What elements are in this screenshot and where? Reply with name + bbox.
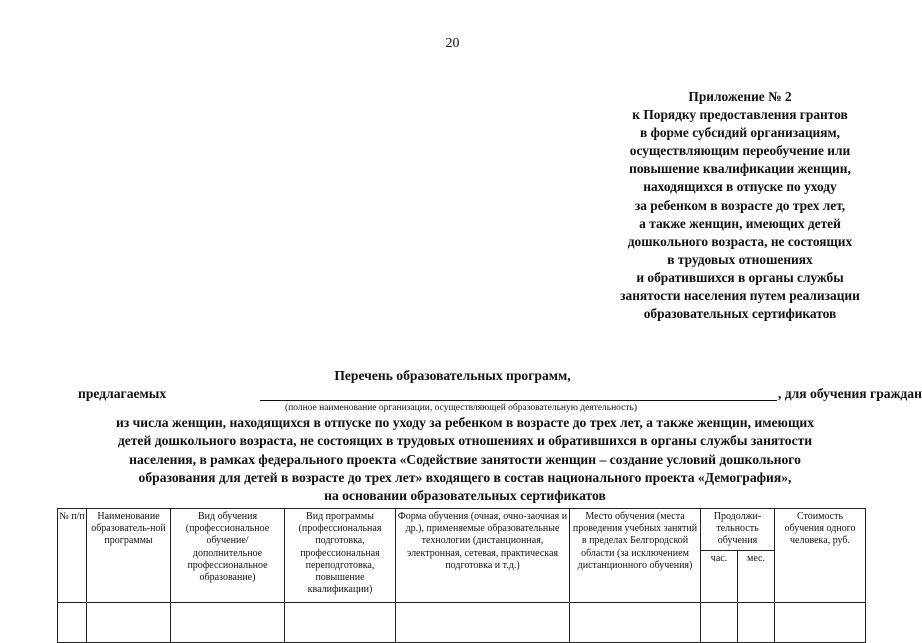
- header-duration: Продолжи-тельность обучения: [701, 509, 775, 551]
- programs-table: [57, 508, 866, 643]
- header-training-form: Форма обучения (очная, очно-заочная и др.), применяемые образовательные технологии (дистанционная, электронная, сетевая, практическая подготовка и т.д.): [396, 509, 570, 603]
- body-line: детей дошкольного возраста, не состоящих в трудовых отношениях и обратившихся в органы службы занятости: [117, 433, 813, 449]
- organization-blank-line: [260, 400, 777, 401]
- table-cell: [775, 603, 866, 643]
- page-number: 20: [445, 36, 460, 51]
- offered-lead: предлагаемых: [78, 386, 167, 401]
- table-cell: [58, 603, 87, 643]
- offered-tail: , для обучения граждан: [778, 386, 922, 401]
- header-training-place: Место обучения (места проведения учебных занятий в пределах Белгородской области (за исключением дистанционного обучения): [570, 509, 701, 603]
- header-months: мес.: [738, 551, 775, 603]
- appendix-line: дошкольного возраста, не состоящих: [627, 233, 853, 249]
- body-line: из числа женщин, находящихся в отпуске по уходу за ребенком в возрасте до трех лет, а также женщин, имеющих: [115, 415, 815, 430]
- appendix-line: повышение квалификации женщин,: [629, 161, 851, 177]
- body-line: населения, в рамках федерального проекта «Содействие занятости женщин – создание условий дошкольного: [129, 451, 801, 467]
- appendix-line: в форме субсидий организациям,: [640, 125, 840, 141]
- table-cell: [171, 603, 285, 643]
- appendix-line: образовательных сертификатов: [643, 306, 837, 322]
- body-line: образования для детей в возрасте до трех лет» входящего в состав национального проекта «Демография»,: [138, 469, 792, 485]
- header-cost: Стоимость обучения одного человека, руб.: [775, 509, 866, 603]
- appendix-line: за ребенком в возрасте до трех лет,: [634, 197, 846, 213]
- table-cell: [738, 603, 775, 643]
- table-cell: [87, 603, 171, 643]
- header-program-type: Вид программы (профессиональная подготовка, профессиональная переподготовка, повышение квалификации): [285, 509, 396, 603]
- offered-row: [78, 386, 922, 404]
- table-cell: [570, 603, 701, 643]
- table-cell: [396, 603, 570, 643]
- table-cell: [285, 603, 396, 643]
- appendix-line: осуществляющим переобучение или: [629, 143, 851, 159]
- body-paragraph: [70, 414, 860, 505]
- table-cell: [701, 603, 738, 643]
- header-hours: час.: [701, 551, 738, 603]
- organization-caption: (полное наименование организации, осуществляющей образовательную деятельность): [284, 403, 638, 413]
- appendix-line: находящихся в отпуске по уходу: [643, 179, 837, 195]
- appendix-line: в трудовых отношениях: [667, 251, 813, 267]
- appendix-line: а также женщин, имеющих детей: [639, 215, 841, 231]
- appendix-line: Приложение № 2: [688, 89, 792, 104]
- body-line: на основании образовательных сертификатов: [324, 488, 606, 504]
- appendix-line: к Порядку предоставления грантов: [632, 107, 848, 123]
- header-program-name: Наименование образователь-ной программы: [87, 509, 171, 603]
- list-title: Перечень образовательных программ,: [334, 368, 571, 383]
- header-training-type: Вид обучения (профессиональное обучение/ дополнительное профессиональное образование): [171, 509, 285, 603]
- appendix-header: [590, 88, 890, 323]
- header-number: № п/п: [58, 509, 87, 603]
- appendix-line: и обратившихся в органы службы: [636, 269, 844, 285]
- appendix-line: занятости населения путем реализации: [620, 288, 860, 304]
